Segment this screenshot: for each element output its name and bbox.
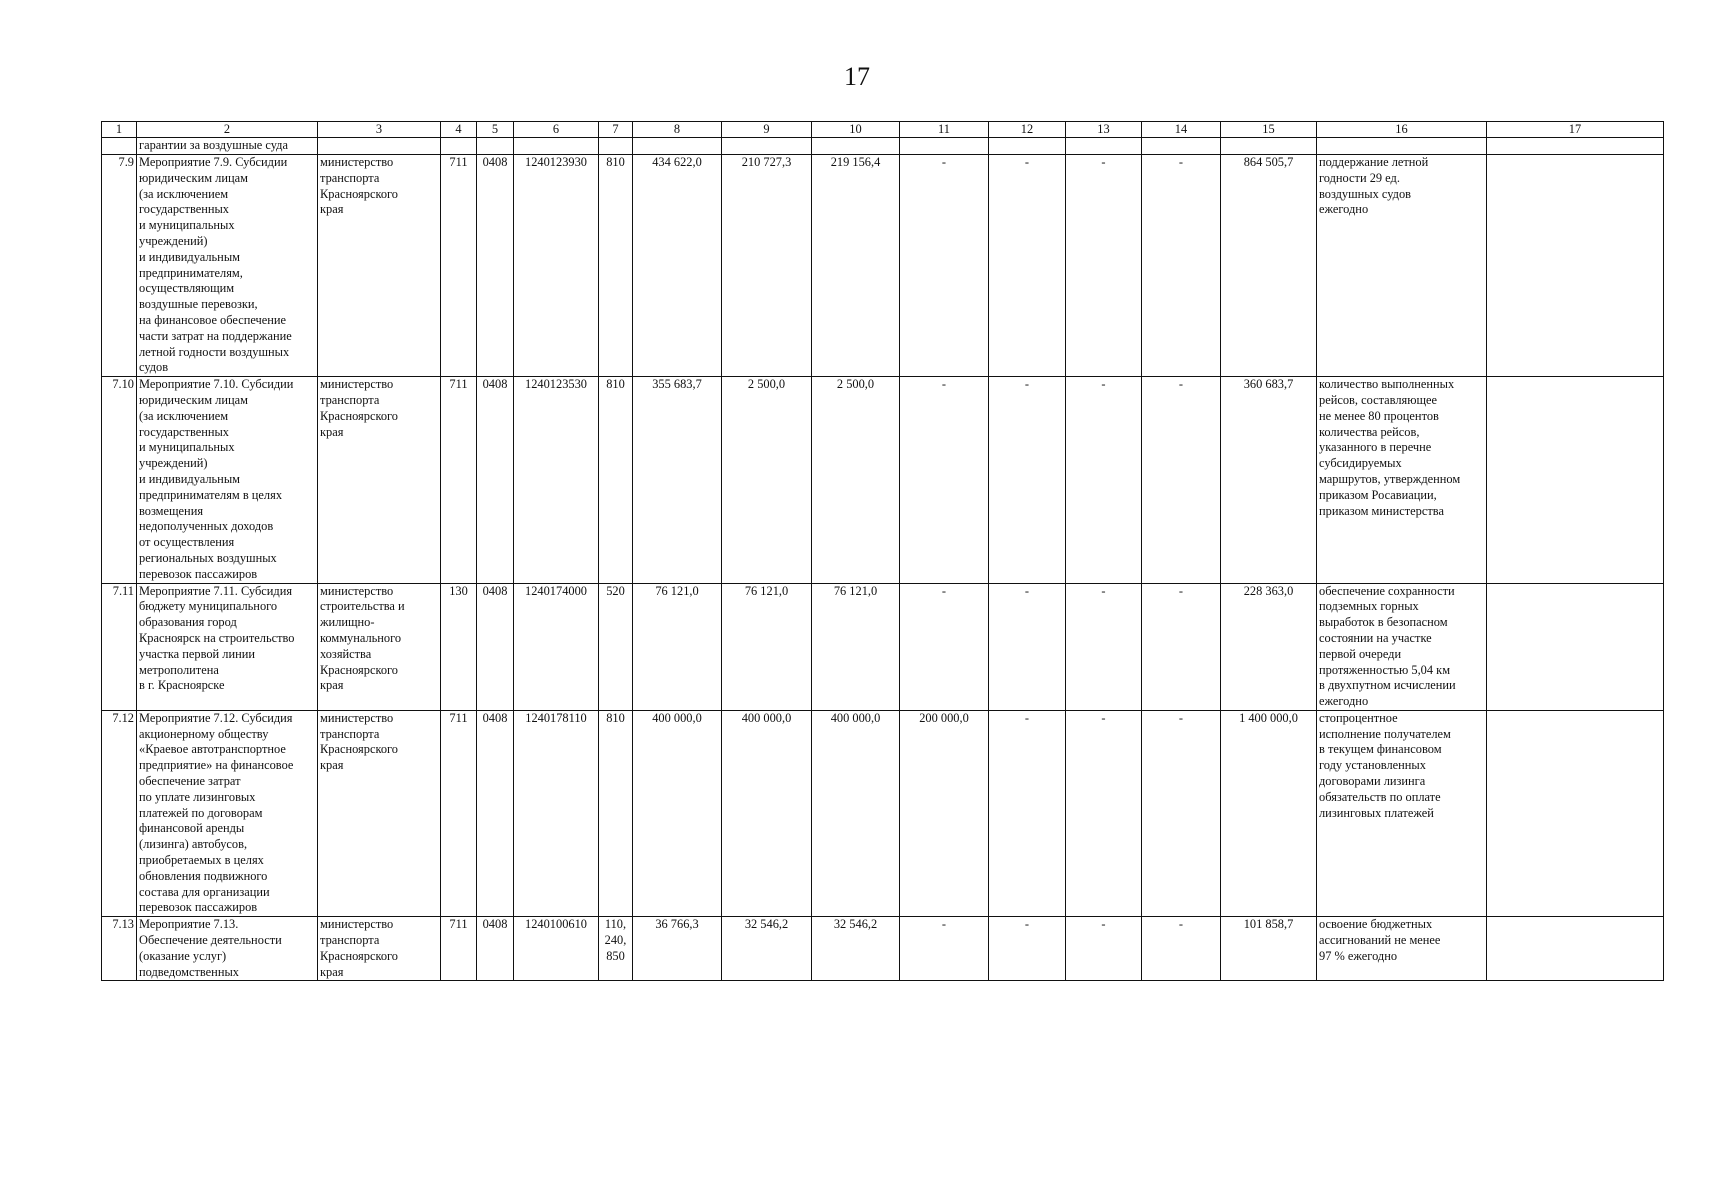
expected-result: количество выполненных рейсов, составляющее не менее 80 процентов количества рейсов, указанного в перечне субсидируемых маршрутов, утвержденном приказом Росавиации, приказом министерства [1317,377,1487,583]
header-cell: 3 [318,122,441,138]
rzpr-code: 0408 [477,710,514,916]
row-number: 7.10 [102,377,137,583]
measure-name: Мероприятие 7.13. Обеспечение деятельности (оказание услуг) подведомственных [137,917,318,981]
header-cell: 12 [989,122,1066,138]
amount-year-5: - [989,710,1066,916]
amount-year-3: 219 156,4 [812,155,900,377]
amount-year-1: 434 622,0 [633,155,722,377]
csr-code: 1240174000 [514,583,599,710]
csr-code: 1240178110 [514,710,599,916]
amount-year-5: - [989,917,1066,981]
amount-year-7: - [1142,583,1221,710]
csr-code: 1240123530 [514,377,599,583]
amount-year-2: 32 546,2 [722,917,812,981]
amount-year-7: - [1142,155,1221,377]
row-number: 7.9 [102,155,137,377]
executor: министерство транспорта Красноярского края [318,710,441,916]
amount-year-3: 400 000,0 [812,710,900,916]
continuation-text: гарантии за воздушные суда [137,138,318,155]
amount-year-6: - [1066,583,1142,710]
header-row [102,122,1664,138]
executor: министерство строительства и жилищно- коммунального хозяйства Красноярского края [318,583,441,710]
cell-empty [318,138,441,155]
executor: министерство транспорта Красноярского края [318,917,441,981]
rzpr-code: 0408 [477,155,514,377]
header-cell: 2 [137,122,318,138]
amount-year-7: - [1142,377,1221,583]
rzpr-code: 0408 [477,583,514,710]
amount-year-4: - [900,583,989,710]
amount-total: 228 363,0 [1221,583,1317,710]
amount-year-3: 76 121,0 [812,583,900,710]
amount-year-1: 76 121,0 [633,583,722,710]
cell-empty [1221,138,1317,155]
header-cell: 4 [441,122,477,138]
amount-year-6: - [1066,710,1142,916]
cell-empty [1066,138,1142,155]
column-17 [1487,917,1664,981]
expected-result: освоение бюджетных ассигнований не менее 97 % ежегодно [1317,917,1487,981]
amount-total: 101 858,7 [1221,917,1317,981]
header-cell: 8 [633,122,722,138]
header-cell: 9 [722,122,812,138]
continuation-row [102,138,1664,155]
header-cell: 13 [1066,122,1142,138]
vr-code: 810 [599,710,633,916]
amount-year-6: - [1066,917,1142,981]
header-cell: 1 [102,122,137,138]
executor: министерство транспорта Красноярского края [318,155,441,377]
amount-year-4: - [900,377,989,583]
amount-total: 864 505,7 [1221,155,1317,377]
amount-year-1: 36 766,3 [633,917,722,981]
cell-empty [514,138,599,155]
amount-year-1: 400 000,0 [633,710,722,916]
header-cell: 6 [514,122,599,138]
executor: министерство транспорта Красноярского края [318,377,441,583]
amount-year-5: - [989,583,1066,710]
vr-code: 520 [599,583,633,710]
amount-total: 1 400 000,0 [1221,710,1317,916]
amount-year-6: - [1066,155,1142,377]
rzpr-code: 0408 [477,377,514,583]
amount-year-3: 32 546,2 [812,917,900,981]
column-17 [1487,710,1664,916]
row-number: 7.11 [102,583,137,710]
cell-empty [1487,138,1664,155]
vr-code: 110, 240, 850 [599,917,633,981]
cell-empty [722,138,812,155]
grbs-code: 711 [441,710,477,916]
header-cell: 17 [1487,122,1664,138]
column-17 [1487,377,1664,583]
cell-empty [102,138,137,155]
amount-year-6: - [1066,377,1142,583]
row-number: 7.12 [102,710,137,916]
amount-year-5: - [989,155,1066,377]
measures-table [101,121,1664,981]
column-17 [1487,583,1664,710]
grbs-code: 711 [441,155,477,377]
csr-code: 1240100610 [514,917,599,981]
amount-year-2: 210 727,3 [722,155,812,377]
expected-result: стопроцентное исполнение получателем в текущем финансовом году установленных договорами лизинга обязательств по оплате лизинговых платежей [1317,710,1487,916]
amount-year-4: - [900,155,989,377]
cell-empty [989,138,1066,155]
csr-code: 1240123930 [514,155,599,377]
table-row [102,917,1664,981]
header-cell: 5 [477,122,514,138]
amount-year-7: - [1142,917,1221,981]
cell-empty [633,138,722,155]
measure-name: Мероприятие 7.9. Субсидии юридическим лицам (за исключением государственных и муниципальных учреждений) и индивидуальным предпринимателям, осуществляющим воздушные перевозки, на финансовое обеспечение части затрат на поддержание летной годности воздушных судов [137,155,318,377]
grbs-code: 711 [441,377,477,583]
measure-name: Мероприятие 7.10. Субсидии юридическим лицам (за исключением государственных и муниципальных учреждений) и индивидуальным предпринимателям в целях возмещения недополученных доходов от осуществления региональных воздушных перевозок пассажиров [137,377,318,583]
cell-empty [599,138,633,155]
cell-empty [900,138,989,155]
cell-empty [1142,138,1221,155]
page-number: 17 [844,62,870,91]
amount-year-1: 355 683,7 [633,377,722,583]
amount-year-2: 76 121,0 [722,583,812,710]
amount-year-4: 200 000,0 [900,710,989,916]
measure-name: Мероприятие 7.11. Субсидия бюджету муниципального образования город Красноярск на строительство участка первой линии метрополитена в г. Красноярске [137,583,318,710]
amount-total: 360 683,7 [1221,377,1317,583]
header-cell: 7 [599,122,633,138]
cell-empty [1317,138,1487,155]
table-row [102,155,1664,377]
amount-year-3: 2 500,0 [812,377,900,583]
header-cell: 10 [812,122,900,138]
rzpr-code: 0408 [477,917,514,981]
cell-empty [812,138,900,155]
header-cell: 15 [1221,122,1317,138]
cell-empty [477,138,514,155]
table-row [102,583,1664,710]
measure-name: Мероприятие 7.12. Субсидия акционерному обществу «Краевое автотранспортное предприятие» на финансовое обеспечение затрат по уплате лизинговых платежей по договорам финансовой аренды (лизинга) автобусов, приобретаемых в целях обновления подвижного состава для организации перевозок пассажиров [137,710,318,916]
expected-result: обеспечение сохранности подземных горных выработок в безопасном состоянии на участке первой очереди протяженностью 5,04 км в двухпутном исчислении ежегодно [1317,583,1487,710]
amount-year-4: - [900,917,989,981]
header-cell: 16 [1317,122,1487,138]
row-number: 7.13 [102,917,137,981]
cell-empty [441,138,477,155]
grbs-code: 130 [441,583,477,710]
expected-result: поддержание летной годности 29 ед. воздушных судов ежегодно [1317,155,1487,377]
amount-year-2: 2 500,0 [722,377,812,583]
column-17 [1487,155,1664,377]
header-cell: 11 [900,122,989,138]
table-row [102,710,1664,916]
grbs-code: 711 [441,917,477,981]
vr-code: 810 [599,155,633,377]
table-row [102,377,1664,583]
amount-year-2: 400 000,0 [722,710,812,916]
header-cell: 14 [1142,122,1221,138]
vr-code: 810 [599,377,633,583]
amount-year-7: - [1142,710,1221,916]
amount-year-5: - [989,377,1066,583]
